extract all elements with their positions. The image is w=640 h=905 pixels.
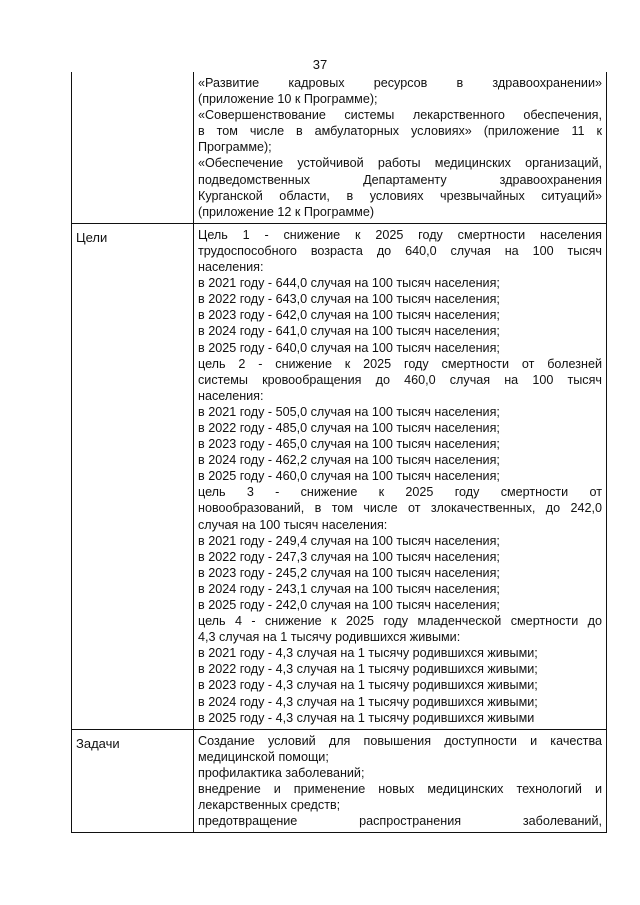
text-line: «Обеспечение устойчивой работы медицинских организаций,	[198, 156, 602, 171]
row-label: Цели	[72, 223, 194, 729]
text-line: Курганской области, в условиях чрезвычайных ситуаций»	[198, 188, 602, 203]
row-goals	[72, 223, 607, 729]
text-line: подведомственных Департаменту здравоохранения	[198, 172, 602, 187]
text-line: в 2023 году - 4,3 случая на 1 тысячу родившихся живыми;	[198, 678, 538, 693]
text-line: в 2021 году - 4,3 случая на 1 тысячу родившихся живыми;	[198, 646, 538, 661]
text-line: (приложение 10 к Программе);	[198, 92, 378, 107]
text-line: в 2023 году - 465,0 случая на 100 тысяч населения;	[198, 437, 500, 452]
text-line: Цель 1 - снижение к 2025 году смертности населения	[198, 227, 602, 242]
text-line: (приложение 12 к Программе)	[198, 204, 375, 219]
text-line: в 2025 году - 640,0 случая на 100 тысяч населения;	[198, 340, 500, 355]
text-line: в 2022 году - 247,3 случая на 100 тысяч населения;	[198, 549, 500, 564]
text-line: в 2025 году - 4,3 случая на 1 тысячу родившихся живыми	[198, 710, 535, 725]
text-line: в 2025 году - 242,0 случая на 100 тысяч населения;	[198, 598, 500, 612]
text-line: в том числе в амбулаторных условиях» (приложение 11 к	[198, 124, 602, 139]
row-label	[72, 72, 194, 223]
text-line: медицинской помощи;	[198, 749, 329, 764]
row-label: Задачи	[72, 729, 194, 833]
text-line: населения:	[198, 388, 264, 403]
row-continuation	[72, 72, 607, 223]
text-line: в 2021 году - 644,0 случая на 100 тысяч населения;	[198, 276, 500, 291]
program-table	[71, 72, 607, 833]
text-line: в 2024 году - 243,1 случая на 100 тысяч населения;	[198, 581, 500, 596]
text-line: цель 4 - снижение к 2025 году младенческой смертности до	[198, 614, 602, 629]
text-line: в 2023 году - 245,2 случая на 100 тысяч населения;	[198, 565, 500, 580]
text-line: случая на 100 тысяч населения:	[198, 517, 388, 532]
text-line: в 2024 году - 641,0 случая на 100 тысяч населения;	[198, 324, 500, 339]
table-body	[72, 72, 607, 833]
row-content	[194, 72, 607, 223]
text-line: цель 3 - снижение к 2025 году смертности от	[198, 485, 602, 500]
text-line: «Совершенствование системы лекарственного обеспечения,	[198, 108, 602, 123]
text-line: в 2024 году - 4,3 случая на 1 тысячу родившихся живыми;	[198, 694, 538, 709]
text-line: внедрение и применение новых медицинских технологий и	[198, 782, 602, 797]
text-line: предотвращение распространения заболеваний,	[198, 814, 602, 829]
text-line: в 2025 году - 460,0 случая на 100 тысяч населения;	[198, 469, 500, 484]
text-line: профилактика заболеваний;	[198, 765, 365, 780]
row-tasks	[72, 729, 607, 833]
text-line: лекарственных средств;	[198, 798, 341, 813]
text-line: в 2022 году - 485,0 случая на 100 тысяч населения;	[198, 420, 500, 435]
text-line: 4,3 случая на 1 тысячу родившихся живыми:	[198, 630, 461, 645]
text-line: в 2022 году - 643,0 случая на 100 тысяч населения;	[198, 292, 500, 307]
text-line: в 2024 году - 462,2 случая на 100 тысяч населения;	[198, 453, 500, 468]
row-content	[194, 223, 607, 729]
text-line: в 2022 году - 4,3 случая на 1 тысячу родившихся живыми;	[198, 662, 538, 677]
row-content	[194, 729, 607, 833]
text-line: в 2023 году - 642,0 случая на 100 тысяч населения;	[198, 308, 500, 323]
text-line: населения:	[198, 260, 264, 275]
text-line: системы кровообращения до 460,0 случая на 100 тысяч	[198, 372, 602, 387]
text-line: новообразований, в том числе от злокачественных, до 242,0	[198, 501, 602, 516]
text-line: Создание условий для повышения доступности и качества	[198, 733, 602, 748]
text-line: Программе);	[198, 140, 272, 155]
text-line: в 2021 году - 505,0 случая на 100 тысяч населения;	[198, 404, 500, 419]
text-line: цель 2 - снижение к 2025 году смертности от болезней	[198, 356, 602, 371]
text-line: «Развитие кадровых ресурсов в здравоохранении»	[198, 76, 602, 90]
text-line: в 2021 году - 249,4 случая на 100 тысяч населения;	[198, 533, 500, 548]
page-number: 37	[312, 57, 328, 72]
text-line: трудоспособного возраста до 640,0 случая на 100 тысяч	[198, 243, 602, 258]
